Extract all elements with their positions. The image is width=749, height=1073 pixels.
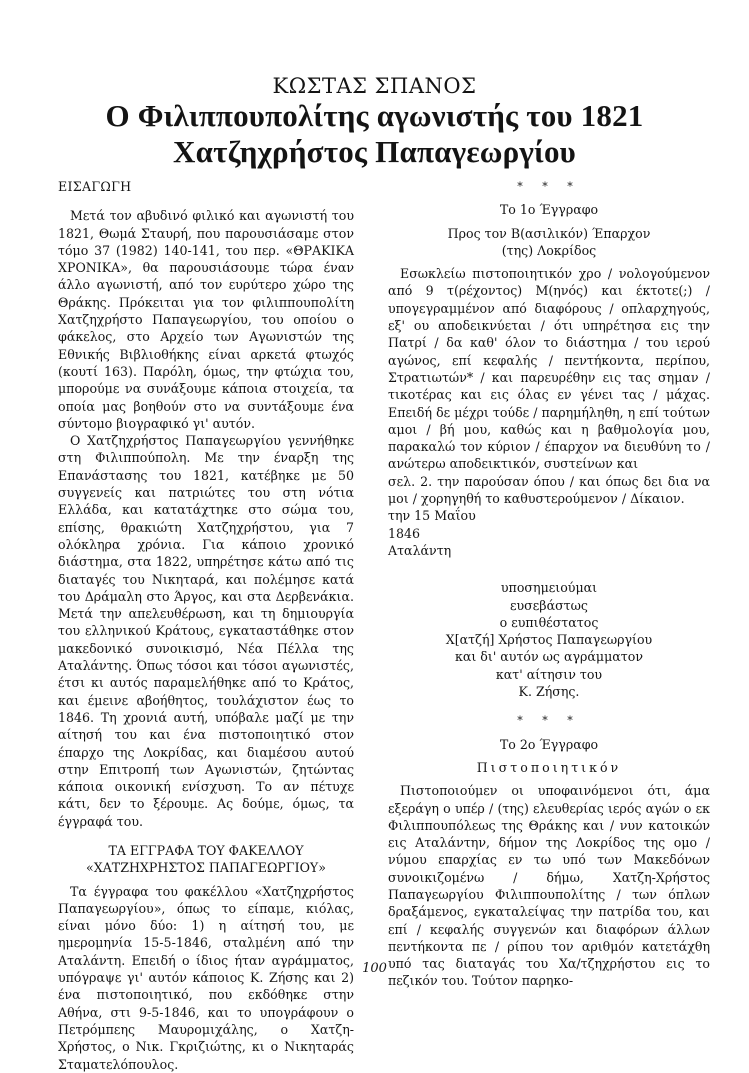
document-1-body-page2: σελ. 2. την παρούσαν όπου / και όπως δει δια να μοι / χορηγηθή το καθυστερούμενον / Δίκαιον. bbox=[388, 473, 710, 507]
document-1-addressee-line1: Προς τον Β(ασιλικόν) Έπαρχον bbox=[447, 225, 651, 241]
left-column bbox=[58, 178, 354, 1073]
article-author: ΚΩΣΤΑΣ ΣΠΑΝΟΣ bbox=[272, 74, 477, 98]
document-1-date: την 15 Μαΐου bbox=[388, 508, 476, 524]
intro-paragraph-2: Ο Χατζηχρήστος Παπαγεωργίου γεννήθηκε στη Φιλιππούπολη. Με την έναρξη της Επανάστασης του 1821, κατέβηκε με 50 συγγενείς και πατριώτες του στη νότια Ελλάδα, και κατατάχτηκε στο σώμα του, επίσης, θρακιώτη Χατζηχρήστου, για 7 ολόκληρα χρόνια. Για κάποιο χρονικό διάστημα, στα 1822, υπηρέτησε κάτω από τις διαταγές του Νικηταρά, και πολέμησε κατά του Δράμαλη στο Άργος, και στα Δερβενάκια. Μετά την απελευθέρωση, και τη δημιουργία του ελληνικού Κράτους, εγκαταστάθηκε στον μακεδονικό συνοικισμό, Νέα Πέλλα της Αταλάντης. Όπως τόσοι και τόσοι αγωνιστές, έτσι κι αυτός παραμελήθηκε από το Κράτος, και έμεινε αβοήθητος, τουλάχιστον έως το 1846. Τη χρονιά αυτή, υπόβαλε μαζί με την αίτησή του και ένα πιστοποιητικό στον έπαρχο της Λοκρίδας, και διαμέσου αυτού στην Επιτροπή των Αγωνιστών, ζητώντας κάποια οικονική ενίσχυση. Το αν πέτυχε κάτι, δεν το ξέρουμε. Ας δούμε, όμως, τα έγγραφά του. bbox=[58, 433, 354, 829]
signature-line-2: ευσεβάστως bbox=[510, 597, 588, 613]
signature-line-7: Κ. Ζήσης. bbox=[518, 684, 580, 700]
document-2-subtitle: Πιστοποιητικόν bbox=[476, 759, 622, 775]
document-2-title: Το 2ο Έγγραφο bbox=[499, 736, 599, 752]
signature-line-4: Χ[ατζή] Χρήστος Παπαγεωργίου bbox=[445, 632, 653, 648]
documents-paragraph: Τα έγγραφα του φακέλλου «Χατζηχρήστος Παπαγεωργίου», όπως το είπαμε, κιόλας, είναι μόνο δύο: 1) η αίτησή του, με ημερομηνία 15-5-1846, σταλμένη από την Αταλάντη. Επειδή ο ίδιος ήταν αγράμματος, υπόγραψε γι' αυτόν κάποιος Κ. Ζήσης και 2) ένα πιστοποιητικό, που εκδόθηκε στην Αθήνα, στι 9-5-1846, και το υπογράφουν ο Πετρόμπεης Μαυρομιχάλης, ο Χατζη-Χρήστος, ο Νικ. Γκριζιώτης, κι ο Νικηταράς Σταματελόπουλος. bbox=[58, 883, 354, 1072]
documents-heading-line1: ΤΑ ΕΓΓΡΑΦΑ ΤΟΥ ΦΑΚΕΛΛΟΥ bbox=[108, 842, 304, 858]
section-separator-2: * * * bbox=[517, 714, 581, 728]
document-1-body: Εσωκλείω πιστοποιητικόν χρο / νολογούμενον από 9 τ(ρέχοντος) Μ(ηνός) και έκτοτε(;) / υπογεγραμμένον από διαφόρους / οπλαρχηγούς, εξ' ου αποδεικνύεται / ότι υπηρέτησα εις την Πατρί / δα καθ' όλον το διάστημα / του ιερού αγώνος, επί κεφαλής / πεντήκοντα, περίπου, Στρατιωτών* / και παρευρέθην εις τας σημαν / τικοτέρας και εις όλας εν γένει τας / μάχας. Επειδή δε μέχρι τούδε / παρημήληθη, η επί τούτων αμοι / βή μου, καθώς και η βαθμολογία μου, παρακαλώ τον κύριον / έπαρχον να διευθύνη το / ανώτερω αποδεικτικόν, συστείνων και bbox=[388, 266, 710, 472]
documents-heading-line2: «ΧΑΤΖΗΧΡΗΣΤΟΣ ΠΑΠΑΓΕΩΡΓΙΟΥ» bbox=[86, 860, 326, 876]
signature-line-6: κατ' αίτησιν του bbox=[495, 666, 603, 682]
document-1-title: Το 1ο Έγγραφο bbox=[499, 202, 599, 218]
article-title-line1: Ο Φιλιππουπολίτης αγωνιστής του 1821 bbox=[105, 98, 644, 133]
signature-line-3: ο ευπιθέστατος bbox=[499, 614, 599, 630]
signature-line-5: και δι' αυτόν ως αγράμματον bbox=[454, 649, 643, 665]
page-number: 100 bbox=[362, 961, 387, 976]
intro-heading: ΕΙΣΑΓΩΓΗ bbox=[58, 179, 132, 194]
right-column bbox=[388, 178, 710, 990]
document-1-year: 1846 bbox=[388, 525, 421, 541]
signature-line-1: υποσημειούμαι bbox=[500, 580, 598, 596]
document-1-place: Αταλάντη bbox=[388, 542, 452, 558]
intro-paragraph-1: Μετά τον αβυδινό φιλικό και αγωνιστή του 1821, Θωμά Σταυρή, που παρουσιάσαμε στον τόμο 37 (1982) 140-141, του περ. «ΘΡΑΚΙΚΑ ΧΡΟΝΙΚΑ», θα παρουσιάσουμε τώρα έναν άλλο αγωνιστή, από τον ευρύτερο χώρο της Θράκης. Πρόκειται για τον φιλιππουπολίτη Χατζηχρήστο Παπαγεωργίου, του οποίου ο φάκελος, στο Αρχείο των Αγωνιστών της Εθνικής Βιβλιοθήκης είναι αρκετά φτωχός (κουτί 163). Παρόλη, όμως, την φτώχια του, μπορούμε να συνάξουμε κάποια στοιχεία, τα οποία μας βοηθούν στο να συντάξουμε ένα σύντομο βιογραφικό γι' αυτόν. bbox=[58, 208, 354, 431]
document-2-body: Πιστοποιούμεν οι υποφαινόμενοι ότι, άμα εξεράγη ο υπέρ / (της) ελευθερίας ιερός αγών ο εκ Φιλιππουπόλεως της Θράκης και / νυν κατοικών εις Αταλάντην, δήμον της Λοκρίδος της ομο / νύμου επαρχίας εν τω υπό των Μακεδόνων συνοικιζομένω / δήμω, Χατζη-Χρήστος Παπαγεωργίου Φιλιππουπολίτης / των όπλων δραξάμενος, εγκαταλείψας την πατρίδα του, και επί / κεφαλής συγγενών και διαφόρων άλλων πεντήκοντα πε / ρίπου τον αριθμόν κατετάχθη υπό τας διαταγάς του Χα/τζηχρήστου εις το πεζικόν του. Τούτον παρηκο- bbox=[388, 783, 710, 989]
article-title-line2: Χατζηχρήστος Παπαγεωργίου bbox=[173, 134, 576, 169]
document-1-addressee-line2: (της) Λοκρίδος bbox=[501, 242, 597, 258]
section-separator-1: * * * bbox=[517, 180, 581, 193]
